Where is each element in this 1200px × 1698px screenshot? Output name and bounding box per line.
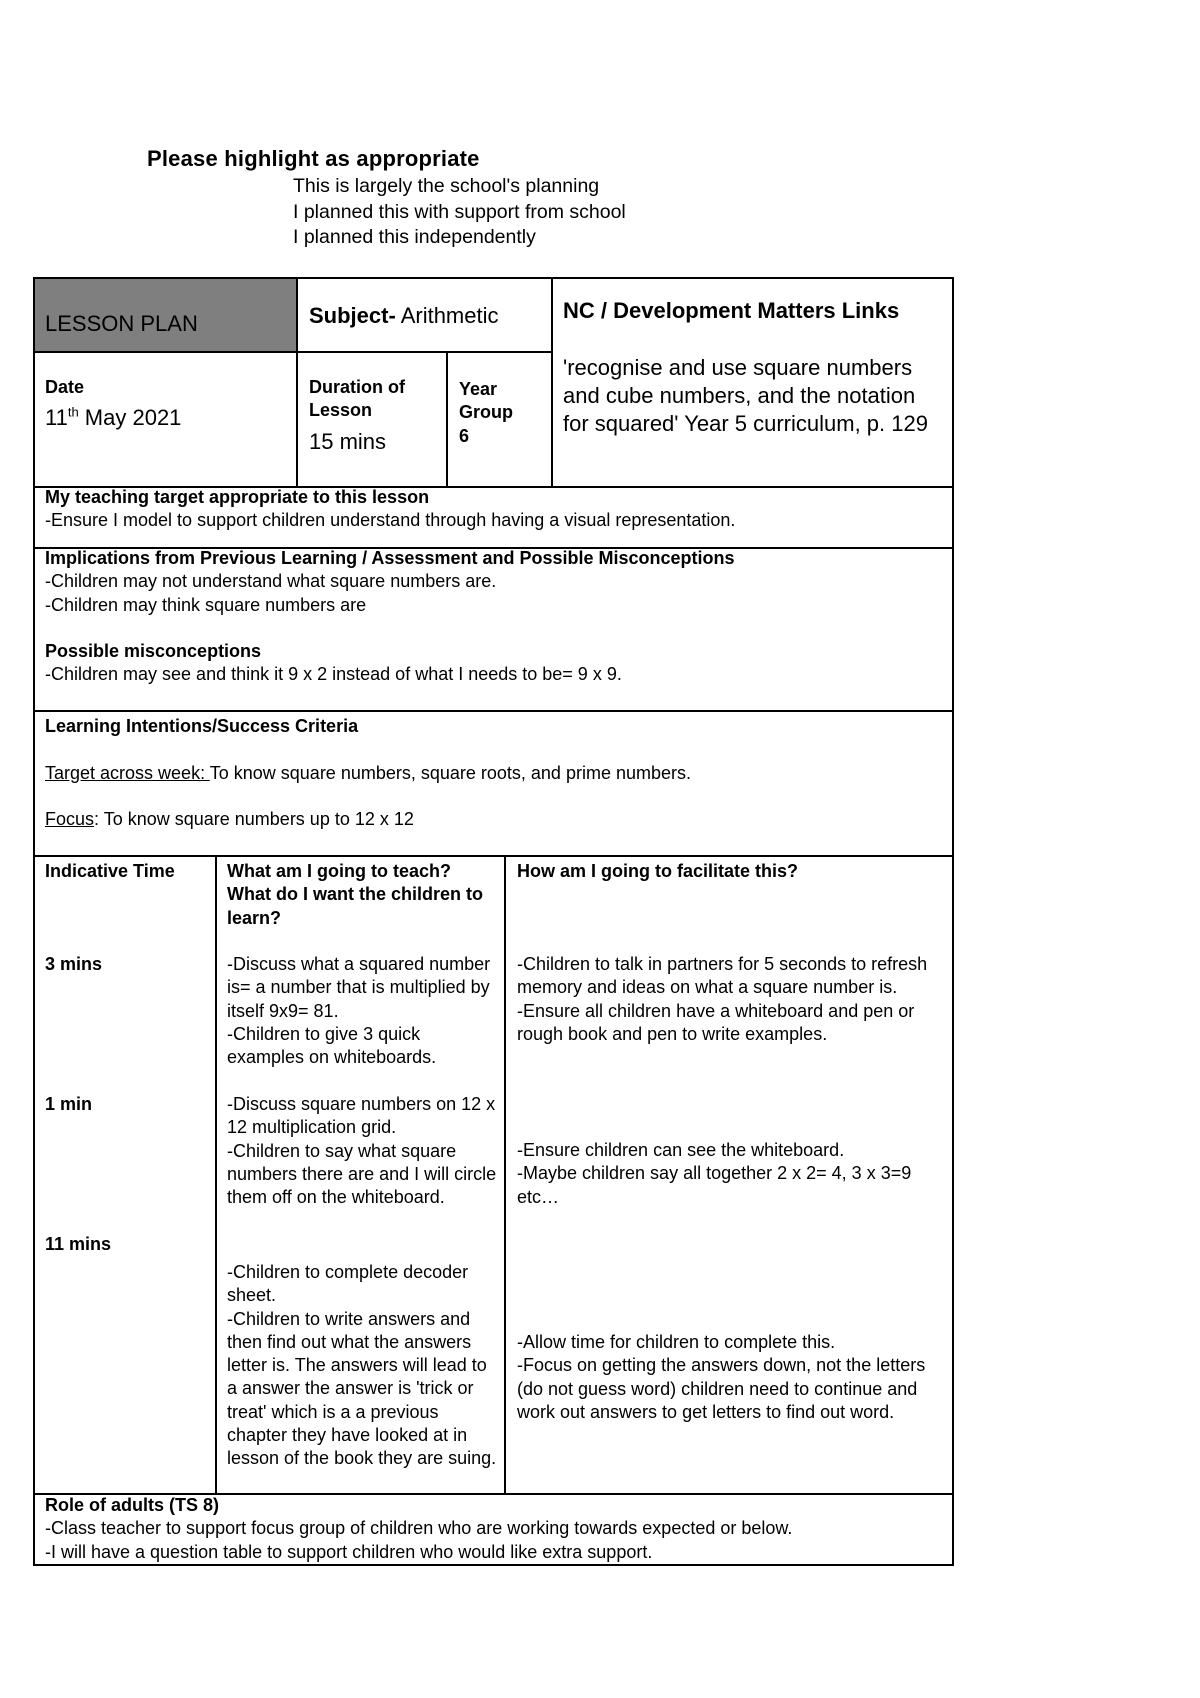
activity-teach: -Discuss square numbers on 12 x 12 multiplication grid. -Children to say what square numbers there are and I will circle them off on the whiteboard. xyxy=(227,1094,497,1208)
subject-label: Subject- xyxy=(309,303,396,328)
misconceptions-text: -Children may see and think it 9 x 2 instead of what I needs to be= 9 x 9. xyxy=(45,664,622,685)
highlight-option-support[interactable]: I planned this with support from school xyxy=(293,201,626,223)
subject-value: Arithmetic xyxy=(395,303,499,328)
teaching-target-cell xyxy=(45,486,945,533)
implications-cell xyxy=(45,547,945,687)
duration-value: 15 mins xyxy=(309,429,387,454)
implications-line: -Children may not understand what square numbers are. xyxy=(45,571,497,592)
col-what-teach: What am I going to teach? What do I want the children to learn? xyxy=(227,861,483,928)
col-how-facilitate: How am I going to facilitate this? xyxy=(517,861,799,881)
nc-links-title: NC / Development Matters Links xyxy=(563,298,900,323)
implications-line: -Children may think square numbers are xyxy=(45,594,367,615)
highlight-option-school[interactable]: This is largely the school's planning xyxy=(293,175,600,197)
intentions-cell xyxy=(45,715,945,831)
subject-cell xyxy=(309,302,544,330)
activity-time: 3 mins xyxy=(45,954,103,974)
lesson-plan-label: LESSON PLAN xyxy=(45,311,198,336)
misconceptions-title: Possible misconceptions xyxy=(45,641,262,662)
role-of-adults-title: Role of adults (TS 8) xyxy=(45,1495,220,1515)
date-label: Date xyxy=(45,377,85,397)
role-of-adults-line: -Class teacher to support focus group of children who are working towards expected or below. xyxy=(45,1518,793,1539)
teaching-target-text: -Ensure I model to support children understand through having a visual representation. xyxy=(45,510,736,531)
role-of-adults-cell xyxy=(45,1494,945,1564)
date-value: 11th May 2021 xyxy=(45,404,182,430)
duration-label: Duration of Lesson xyxy=(309,377,405,421)
activity-facilitate: -Children to talk in partners for 5 seconds to refresh memory and ideas on what a square number is. -Ensure all children have a whiteboard and pen or rough book and pen to write examples. xyxy=(517,954,928,1044)
activity-facilitate: -Ensure children can see the whiteboard. -Maybe children say all together 2 x 2= 4, 3 x 3=9 etc… xyxy=(517,1140,912,1207)
activity-time: 11 mins xyxy=(45,1234,112,1254)
activity-facilitate: -Allow time for children to complete this. -Focus on getting the answers down, not the letters (do not guess word) children need to continue and work out answers to get letters to find out word. xyxy=(517,1332,926,1422)
col-indicative-time: Indicative Time xyxy=(45,861,175,881)
activity-teach: -Children to complete decoder sheet. -Children to write answers and then find out what the answers letter is. The answers will lead to a answer the answer is 'trick or treat' which is a a previous chapter they have looked at in lesson of the book they are suing. xyxy=(227,1262,497,1469)
intentions-title: Learning Intentions/Success Criteria xyxy=(45,716,359,736)
nc-links-text: 'recognise and use square numbers and cube numbers, and the notation for squared' Year 5 curriculum, p. 129 xyxy=(563,355,928,436)
activity-time: 1 min xyxy=(45,1094,93,1114)
teaching-target-title: My teaching target appropriate to this lesson xyxy=(45,487,430,507)
highlight-title: Please highlight as appropriate xyxy=(147,146,480,171)
implications-title: Implications from Previous Learning / Assessment and Possible Misconceptions xyxy=(45,548,735,568)
role-of-adults-line: -I will have a question table to support children who would like extra support. xyxy=(45,1541,653,1562)
year-group-value: 6 xyxy=(459,426,470,446)
focus-line: Focus: To know square numbers up to 12 x 12 xyxy=(45,809,414,830)
year-group-label: Year Group xyxy=(459,379,513,423)
highlight-option-independent[interactable]: I planned this independently xyxy=(293,226,536,248)
activity-teach: -Discuss what a squared number is= a number that is multiplied by itself 9x9= 81. -Children to give 3 quick examples on whiteboards. xyxy=(227,954,491,1068)
target-across-week: Target across week: To know square numbers, square roots, and prime numbers. xyxy=(45,762,691,783)
